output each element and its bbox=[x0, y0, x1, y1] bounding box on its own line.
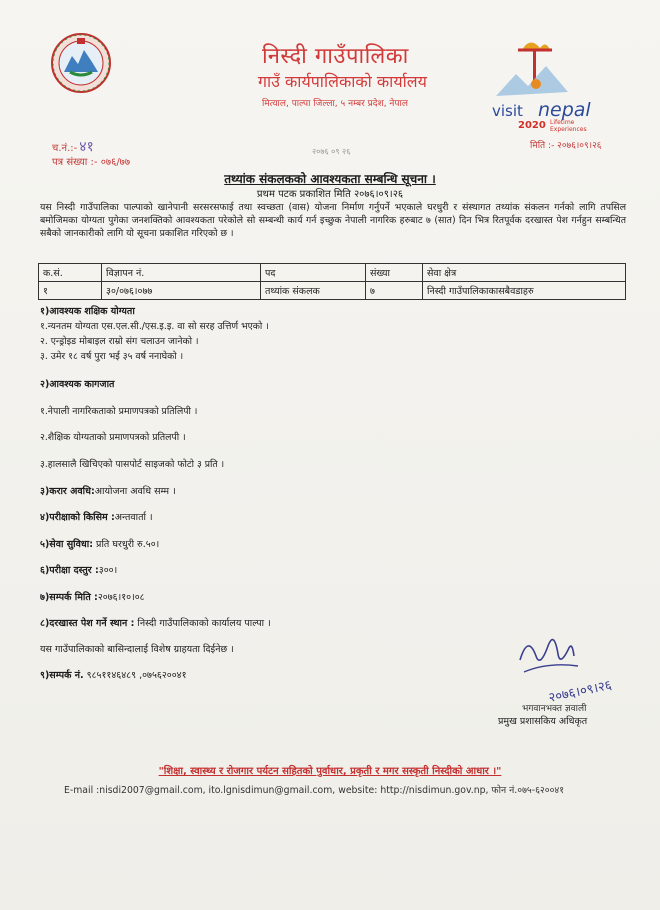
nepal-emblem-icon bbox=[50, 32, 112, 94]
contract-value: आयोजना अवधि सम्म । bbox=[94, 486, 176, 497]
tagline-2: Experiences bbox=[550, 126, 587, 133]
vacancy-table bbox=[38, 263, 626, 300]
handwritten-date: २०७६।०९।२६ bbox=[547, 677, 614, 706]
table-header-row bbox=[39, 264, 626, 282]
footer-slogan: "शिक्षा, स्वास्थ्य र रोजगार पर्यटन सहितको पुर्वाधार, प्रकृती र मगर सस्कृती निस्दीको आधार ।" bbox=[158, 766, 502, 777]
contact-date-value: २०७६।१०।०८ bbox=[97, 592, 145, 603]
contact-date-label: ७)सम्पर्क मिति : bbox=[40, 592, 98, 603]
cell-ad-no: ३०/०७६।०७७ bbox=[102, 282, 261, 300]
contract-label: ३)करार अवधि: bbox=[40, 486, 95, 497]
contact-no-label: ९)सम्पर्क नं. bbox=[40, 670, 84, 681]
documents-heading: २)आवश्यक कागजात bbox=[40, 379, 115, 390]
col-service-area: सेवा क्षेत्र bbox=[423, 264, 626, 282]
document-item: १.नेपाली नागरिकताको प्रमाणपत्रको प्रतिलिपी । bbox=[40, 406, 198, 417]
cha-na-label: च.नं.:- bbox=[52, 143, 78, 154]
office-address: मित्याल, पाल्पा जिल्ला, ५ नम्बर प्रदेश, नेपाल bbox=[262, 99, 408, 109]
notice-title: तथ्यांक संकलकको आवश्यकता सम्बन्धि सूचना । bbox=[224, 172, 436, 186]
visit-text: visit bbox=[492, 102, 523, 120]
office-title: निस्दी गाउँपालिका bbox=[262, 44, 409, 69]
notice-body: यस निस्दी गाउँपालिका पाल्पाको खानेपानी सरसरसफाई तथा स्वच्छता (वास) योजना निर्माण गर्नुपर्ने भएकाले घरधुरी र संस्थागत तथ्यांक संकलन गर्नको लागि तपसिल बमोजिमका योग्यता पुगेका जनशक्तिको आवश्यकता परेकोले सो सम्बन्धी कार्य गर्न इच्छुक नेपाली नागरिक हरुबाट ७ (सात) दिन भित्र रितपूर्वक दरखास्त पेश गर्नहुन सम्बन्धित सबैको जानकारीको लागि यो सूचना प्रकाशित गरिएको छ । bbox=[40, 202, 626, 240]
col-post: पद bbox=[261, 264, 366, 282]
col-serial: क.सं. bbox=[39, 264, 102, 282]
visit-nepal-2020-logo bbox=[488, 36, 608, 136]
cell-service-area: निस्दी गाउँपालिकाकासबैवडाहरु bbox=[423, 282, 626, 300]
nepal-text: nepal bbox=[538, 99, 591, 121]
tagline-1: Lifetime bbox=[550, 119, 575, 126]
exam-type-value: अन्तवार्ता । bbox=[114, 512, 153, 523]
service-label: ५)सेवा सुविधा: bbox=[40, 539, 94, 550]
document-item: २.शैक्षिक योग्यताको प्रमाणपत्रको प्रतिलपी । bbox=[40, 432, 186, 443]
contact-no-value: ९८५११४६४८९ ,०७५६२००४१ bbox=[83, 670, 187, 681]
col-count: संख्या bbox=[366, 264, 423, 282]
resident-note: यस गाउँपालिकाको बासिन्दालाई विशेष ग्राहयता दिईनेछ । bbox=[40, 644, 234, 655]
cell-post: तथ्यांक संकलक bbox=[261, 282, 366, 300]
office-subtitle: गाउँ कार्यपालिकाको कार्यालय bbox=[258, 72, 427, 91]
qualification-item: १.न्यनतम योग्यता एस.एल.सी./एस.इ.इ. वा सो सरह उत्तिर्ण भएको । bbox=[40, 321, 269, 332]
qualification-item: २. एन्ड्रोइड मोबाइल राम्रो संग चलाउन जानेको । bbox=[40, 336, 199, 347]
exam-type bbox=[40, 510, 153, 523]
cell-serial: १ bbox=[39, 282, 102, 300]
service-value: प्रति घरधुरी रु.५०। bbox=[93, 539, 160, 550]
exam-type-label: ४)परीक्षाको किसिम : bbox=[40, 512, 115, 523]
exam-fee-label: ६)परीक्षा दस्तुर : bbox=[40, 565, 99, 576]
table-row bbox=[39, 282, 626, 300]
qualification-item: ३. उमेर १८ वर्ष पुरा भई ३५ वर्ष ननाघेको । bbox=[40, 351, 184, 362]
contact-number bbox=[40, 668, 187, 681]
cha-na-value: ४१ bbox=[79, 139, 94, 155]
application-place-label: ८)दरखास्त पेश गर्ने स्थान : bbox=[40, 618, 135, 629]
cell-count: ७ bbox=[366, 282, 423, 300]
service-facility bbox=[40, 537, 159, 550]
signature-mark bbox=[498, 626, 618, 706]
published-date: प्रथम पटक प्रकाशित मिति २०७६।०९।२६ bbox=[256, 189, 404, 200]
application-place bbox=[40, 616, 271, 629]
contract-period bbox=[40, 484, 176, 497]
faint-stamp: २०७६ ०९ २६ bbox=[312, 147, 351, 156]
signatory-name: भगवानभक्त ज्ञवाली bbox=[522, 704, 587, 714]
exam-fee-value: ३००। bbox=[98, 565, 118, 576]
signatory-post: प्रमुख प्रशासकिय अधिकृत bbox=[498, 716, 588, 727]
year-text: 2020 bbox=[518, 120, 546, 131]
footer-contact: E-mail :nisdi2007@gmail.com, ito.lgnisdimun@gmail.com, website: http://nisdimun.gov.np, फोन नं.०७५-६२००४१ bbox=[64, 785, 565, 796]
contact-date bbox=[40, 590, 145, 603]
application-place-value: निस्दी गाउँपालिकाको कार्यालय पाल्पा । bbox=[134, 618, 271, 629]
exam-fee bbox=[40, 563, 117, 576]
patra-sankhya: पत्र संख्या :- ०७६/७७ bbox=[52, 157, 131, 168]
qualification-heading: १)आवश्यक शक्षिक योग्यता bbox=[40, 306, 135, 317]
letter-date: मिति :- २०७६।०९।२६ bbox=[530, 141, 602, 151]
document-item: ३.हालसालै खिचिएको पासपोर्ट साइजको फोटो ३ प्रति । bbox=[40, 459, 225, 470]
col-ad-no: विज्ञापन नं. bbox=[102, 264, 261, 282]
